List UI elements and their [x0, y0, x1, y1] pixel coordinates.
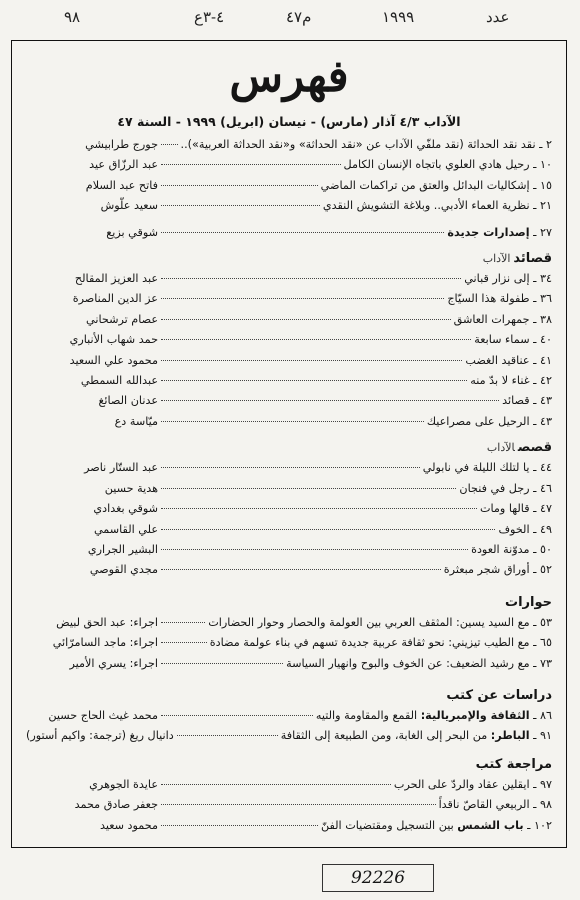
toc-entry[interactable] [26, 176, 552, 196]
dot-leader [161, 339, 471, 340]
dot-leader [161, 622, 205, 623]
entry-title-text: مع الطيب تيزيني: نحو ثقافة عربية جديدة تسهم في بناء عولمة مضادة [209, 636, 530, 650]
dot-leader [161, 421, 424, 422]
interviews-list [26, 613, 552, 674]
toc-entry[interactable] [26, 540, 552, 560]
entry-title-text: مع رشيد الضعيف: عن الخوف والبوح وانهيار السياسة [286, 656, 530, 670]
entry-page-number: ٤٣ ـ [533, 394, 552, 408]
dot-leader [161, 784, 391, 785]
entry-page-number: ٩٨ ـ [533, 798, 552, 812]
toc-entry[interactable] [26, 654, 552, 674]
entry-bold-title: الباطر: [490, 729, 530, 743]
entry-page-number: ٦٥ ـ [533, 636, 552, 650]
dot-leader [161, 144, 178, 145]
dot-leader [161, 164, 341, 165]
entry-title [394, 775, 552, 795]
entry-page-number: ٨٦ ـ [533, 708, 552, 722]
entry-title [470, 371, 552, 391]
entry-page-number: ٤٣ ـ [533, 414, 552, 428]
entry-bold-title: باب الشمس [457, 818, 524, 832]
toc-entry[interactable] [26, 479, 552, 499]
entry-title-text: نظرية العماء الأدبي.. وبلاغة التشويش النقدي [322, 199, 530, 213]
toc-entry[interactable] [26, 816, 552, 836]
label-note: عدد [486, 8, 510, 26]
entry-page-number: ٢١ ـ [533, 199, 552, 213]
dot-leader [161, 825, 318, 826]
entry-title-text: إلى نزار قباني [464, 272, 530, 286]
entry-title [344, 155, 553, 175]
dot-leader [161, 529, 495, 530]
dot-leader [161, 298, 444, 299]
entry-page-number: ٢ ـ [539, 138, 552, 151]
page-number-note: ٩٨ [64, 8, 81, 26]
entry-title [286, 654, 552, 674]
code-note: ٤-٣ع [194, 8, 225, 26]
toc-entry[interactable] [26, 520, 552, 540]
contents-frame [11, 40, 567, 848]
entry-author: عبدالله السمطي [80, 374, 158, 388]
dot-leader [161, 360, 462, 361]
entry-page-number: ٤٦ ـ [533, 481, 552, 495]
entry-title [423, 458, 552, 478]
toc-entry[interactable] [26, 412, 552, 432]
stories-list [26, 458, 552, 580]
entry-title-text: الربيعي القاصّ ناقداً [438, 798, 530, 812]
interviews-heading: حوارات [505, 594, 552, 610]
new-releases-author: شوقي بزيع [106, 225, 158, 239]
entry-author: عز الدين المناصرة [72, 292, 158, 306]
dot-leader [161, 569, 441, 570]
book-studies-heading: دراسات عن كتب [446, 687, 552, 703]
entry-page-number: ٤٩ ـ [533, 522, 552, 536]
entry-title-text: رحيل هادي العلوي باتجاه الإنسان الكامل [343, 158, 530, 172]
entry-title-text: عناقيد الغضب [465, 353, 530, 367]
dot-leader [161, 319, 451, 320]
toc-entry[interactable] [26, 371, 552, 391]
entry-title-text: قصائد [502, 394, 530, 408]
entry-author: سعيد علّوش [100, 199, 158, 213]
new-releases-title: إصدارات جديدة [447, 225, 530, 239]
entry-title-text: طفولة هذا السيّاج [447, 292, 530, 306]
dot-leader [161, 185, 318, 186]
entry-title [439, 795, 552, 815]
entry-title-text: القمع والمقاومة والتيه [315, 708, 421, 722]
entry-page-number: ٧٣ ـ [533, 656, 552, 670]
entry-page-number: ٥٠ ـ [533, 542, 552, 556]
mark-note: م٤٧ [286, 8, 312, 26]
entry-title-text: إشكاليات البدائل والعتق من تراكمات الماضي [320, 178, 530, 192]
new-releases-row[interactable]: ٢٧ ـ إصدارات جديدة شوقي بزيع [26, 223, 552, 243]
entry-title [181, 135, 552, 155]
toc-entry[interactable] [26, 289, 552, 309]
entry-author: جورج طرابيشي [85, 138, 158, 151]
entry-title [321, 816, 552, 836]
entry-author: محمود علي السعيد [69, 353, 158, 367]
entry-page-number: ٣٤ ـ [533, 272, 552, 286]
entry-page-number: ٤٤ ـ [533, 461, 552, 475]
dot-leader [161, 663, 283, 664]
entry-title-text: رجل في فنجان [459, 481, 530, 495]
toc-entry[interactable] [26, 560, 552, 580]
dot-leader [161, 232, 444, 233]
dot-leader [161, 642, 207, 643]
dot-leader [161, 400, 499, 401]
entry-title [444, 560, 552, 580]
entry-title-text: سماء سابعة [474, 333, 530, 347]
entry-title [480, 499, 552, 519]
entry-author: محمد غيث الحاج حسين [48, 708, 158, 722]
entry-author: اجراء: يسري الأمير [69, 656, 158, 670]
toc-entry[interactable] [26, 330, 552, 350]
entry-title [459, 479, 552, 499]
dot-leader [161, 205, 320, 206]
dot-leader [161, 278, 461, 279]
issue-line: الآداب ٤/٣ آذار (مارس) - نيسان (ابريل) ١٩٩٩ - السنة ٤٧ [117, 114, 461, 129]
entry-author: فاتح عبد السلام [85, 178, 158, 192]
entry-page-number: ١٠ ـ [533, 158, 552, 172]
entry-title [210, 633, 552, 653]
entry-title-text: جمهرات العاشق [453, 312, 530, 326]
toc-entry[interactable] [26, 269, 552, 289]
entry-title-text: مدوّنة العودة [471, 542, 530, 556]
entry-title [464, 269, 552, 289]
dot-leader [161, 804, 436, 805]
dot-leader [161, 508, 477, 509]
book-reviews-list [26, 775, 552, 836]
year-note: ١٩٩٩ [382, 8, 415, 26]
entry-author: شوقي بغدادي [93, 502, 158, 516]
toc-entry[interactable] [26, 391, 552, 411]
entry-title [281, 726, 552, 746]
entry-title [474, 330, 552, 350]
entry-title-text: نقد نقد الحداثة (نقد ملفّي الآداب عن «نقد الحداثة» و«نقد الحداثة العربية»).. [180, 138, 536, 151]
entry-title [498, 520, 552, 540]
entry-author: علي القاسمي [93, 522, 158, 536]
book-reviews-heading: مراجعة كتب [475, 756, 552, 772]
entry-author: البشير الجراري [87, 542, 158, 556]
entry-page-number: ٤١ ـ [533, 353, 552, 367]
poems-heading: قصائدالآداب [482, 251, 552, 267]
dot-leader [161, 715, 313, 716]
toc-entry[interactable] [26, 155, 552, 175]
entry-title [465, 351, 552, 371]
entry-author: عايدة الجوهري [89, 777, 158, 791]
entry-author: اجراء: عبد الحق لبيض [56, 615, 158, 629]
entry-title-text: بين التسجيل ومقتضيات الفنّ [320, 818, 458, 832]
toc-entry[interactable] [26, 706, 552, 726]
entry-author: حمد شهاب الأنباري [69, 333, 158, 347]
entry-title-text: الخوف [498, 522, 530, 536]
entry-author: اجراء: ماجد السامرّائي [52, 636, 158, 650]
toc-entry[interactable] [26, 499, 552, 519]
entry-author: عبد الستّار ناصر [84, 461, 158, 475]
entry-title [502, 391, 552, 411]
entry-title [447, 289, 552, 309]
toc-entry[interactable] [26, 135, 552, 155]
articles-list [26, 135, 552, 217]
entry-title [454, 310, 552, 330]
entry-author: عبد العزيز المقالح [74, 272, 158, 286]
toc-entry[interactable] [26, 633, 552, 653]
entry-title-text: غناء لا بدّ منه [470, 374, 530, 388]
dot-leader [161, 467, 420, 468]
entry-bold-title: الثقافة والإمبريالية: [420, 708, 530, 722]
entry-page-number: ٩١ ـ [533, 729, 552, 743]
entry-title-text: يا لتلك الليلة في نابولي [422, 461, 530, 475]
entry-author: ميّاسة دع [114, 414, 158, 428]
page-title: فهرس [229, 51, 349, 102]
toc-entry[interactable] [26, 196, 552, 216]
entry-title-text: أوراق شجر مبعثرة [443, 563, 530, 577]
entry-title-text: من البحر إلى الغابة، ومن الطبيعة إلى الثقافة [280, 729, 491, 743]
stories-heading: قصصالآداب [486, 440, 552, 456]
entry-title [321, 176, 552, 196]
entry-page-number: ١٥ ـ [533, 178, 552, 192]
entry-title-text: الرحيل على مصراعيك [426, 414, 530, 428]
entry-page-number: ٥٣ ـ [533, 615, 552, 629]
dot-leader [161, 549, 468, 550]
entry-page-number: ٤٢ ـ [533, 374, 552, 388]
archive-stamp: 92226 [322, 864, 434, 892]
entry-title [208, 613, 552, 633]
entry-page-number: ٩٧ ـ [533, 777, 552, 791]
entry-author: هدية حسين [104, 481, 158, 495]
toc-entry[interactable] [26, 795, 552, 815]
entry-author: دانيال ريغ (ترجمة: واكيم أستور) [26, 729, 174, 743]
entry-title-text: ايقلين عقاد والردّ على الحرب [393, 777, 530, 791]
entry-page-number: ١٠٢ ـ [527, 818, 552, 832]
dot-leader [177, 735, 278, 736]
entry-author: عبد الرزّاق عيد [89, 158, 158, 172]
entry-title-text: مع السيد يسين: المثقف العربي بين العولمة والحصار وحوار الحضارات [208, 615, 530, 629]
entry-title [323, 196, 552, 216]
toc-entry[interactable] [26, 775, 552, 795]
entry-page-number: ٤٠ ـ [533, 333, 552, 347]
entry-title-text: قالها ومات [479, 502, 530, 516]
entry-author: جعفر صادق محمد [74, 798, 158, 812]
toc-entry[interactable] [26, 613, 552, 633]
entry-title [316, 706, 552, 726]
toc-entry[interactable] [26, 310, 552, 330]
entry-page-number: ٥٢ ـ [533, 563, 552, 577]
entry-title [427, 412, 552, 432]
entry-title [471, 540, 552, 560]
toc-entry[interactable] [26, 726, 552, 746]
entry-author: عصام ترشحاني [86, 312, 158, 326]
dot-leader [161, 488, 456, 489]
poems-list [26, 269, 552, 432]
entry-page-number: ٣٨ ـ [533, 312, 552, 326]
entry-author: محمود سعيد [99, 818, 158, 832]
toc-entry[interactable] [26, 351, 552, 371]
entry-page-number: ٣٦ ـ [533, 292, 552, 306]
book-studies-list [26, 706, 552, 747]
entry-author: مجدي القوصي [89, 563, 158, 577]
entry-page-number: ٤٧ ـ [533, 502, 552, 516]
toc-entry[interactable] [26, 458, 552, 478]
entry-author: عدنان الصائغ [98, 394, 158, 408]
dot-leader [161, 380, 467, 381]
